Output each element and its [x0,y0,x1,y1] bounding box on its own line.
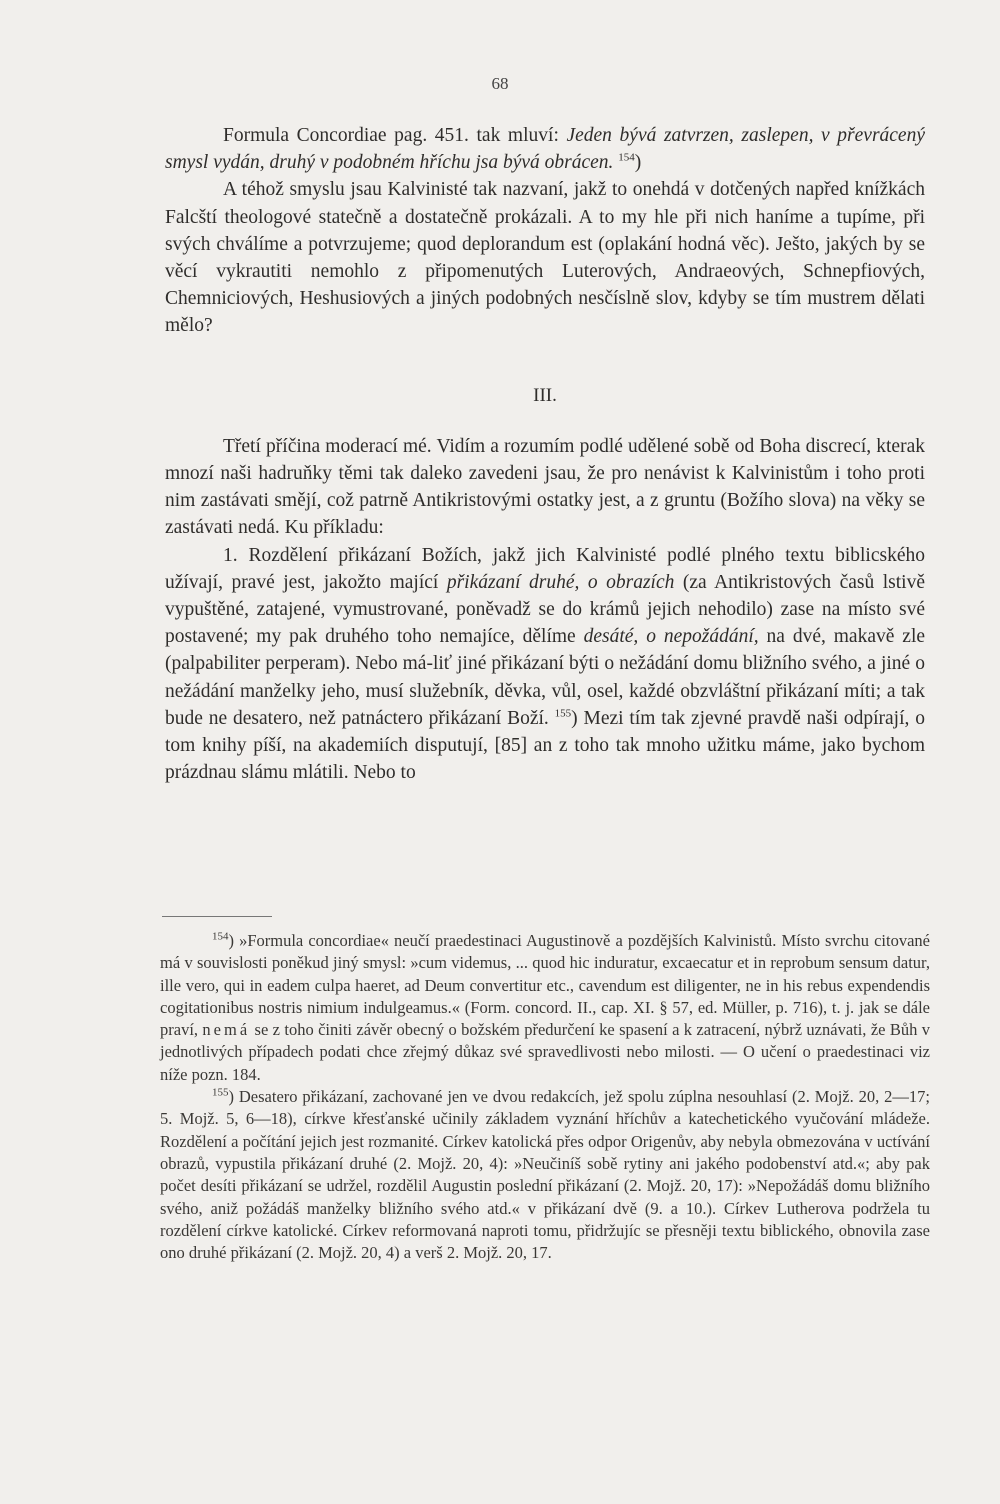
page-number: 68 [491,74,509,93]
paragraph-4-part-a: 1. Rozdělení přikázaní Božích, jakž jich Kalvinisté podlé plného textu biblicského užívají, pravé jest, jakožto mající [165,544,925,593]
paragraph-4-emphasis-2: desáté, o nepožádání, [583,626,759,648]
footnotes [160,930,930,1264]
footnote-ref-154[interactable]: 154 [618,151,635,164]
footnote-154-text-c: se z toho činiti závěr obecný o božském předurčení ke spasení a k zatracení, nýbrž uznávati, že Bůh v jednotlivých případech podati chce zřejmý důkaz své spravedlivosti nebo milosti. — O učení o praedestinaci viz níže pozn. 184. [160,1020,931,1084]
paragraph-3: Třetí příčina moderací mé. Vidím a rozumím podlé udělené sobě od Boha discrecí, kterak mnozí naši hadruňky těmi tak daleko zavedeni jsau, že pro nenávist k Kalvinistům i toho proti nim zastávati smějí, což patrně Antikristovými ostatky jest, a z gruntu (Božího slova) na věky se zastávati nedá. Ku příkladu: [165,435,925,539]
paragraph-1-lead: Formula Concordiae pag. 451. tak mluví: [223,125,567,146]
footnote-154-text-a: ) »Formula concordiae« neučí praedestinaci Augustinově a pozdějších Kalvinistů. Místo svrchu citované má v souvislosti poněkud jiný smysl: »cum videmus, ... quod hic induratur, excaecatur et in reprobum sensum datur, ille vero, qui in eadem culpa haeret, ad Deum convertitur etc., cavendum est diligenter, ne in his rebus expendendis cogitationibus nostris nimium indulgeamus.« (Form. concord. II., cap. XI. § 57, ed. Müller, p. 716), t. j. jak se dále praví, [160,931,930,1040]
main-text [165,122,925,786]
footnote-155-number: 155 [212,1086,229,1099]
footnote-155 [160,1086,930,1264]
paragraph-4-part-e: na dvé, makavě zle (palpabiliter perperam). Nebo má-liť jiné přikázaní býti o nežádání domu bližního svého, a jiné o nežádání manželky jeho, musí služebník, děvka, vůl, osel, každé obzvláštní přikázaní míti; a tak bude ne desatero, než patnáctero přikázaní Boží. [165,626,926,729]
paragraph-1-quote: Jeden bývá zatvrzen, zaslepen, v převrácený smysl vydán, druhý v podobném hříchu jsa bývá obrácen. [165,125,925,174]
footnote-155-text: ) Desatero přikázaní, zachované jen ve dvou redakcích, jež spolu zúplna nesouhlasí (2. Mojž. 20, 2—17; 5. Mojž. 5, 6—18), církve křesťanské učinily základem vyznání hříchův a katechetického vyučování mládeže. Rozdělení a počítání jejich jest rozmanité. Církev katolická přes odpor Origenův, aby nebyla obmezována v uctívání obrazů, vypustila přikázaní druhé (2. Mojž. 20, 4): »Neučiníš sobě rytiny ani jakého podobenství atd.«; aby pak počet desíti přikázaní se udržel, rozdělil Augustin poslední přikázaní (2. Mojž. 20, 17): »Nepožádáš domu bližního svého, aniž požádáš manželky bližního svého atd.« v přikázaní dvě (9. a 10.). Církev Lutherova podržela tu rozdělení církve katolické. Církev reformovaná naproti tomu, přidržujíc se přesněji textu biblického, obnovila zase ono druhé přikázaní (2. Mojž. 20, 4) a verš 2. Mojž. 20, 17. [160,1087,930,1263]
footnote-separator [162,916,272,917]
paragraph-4 [165,542,925,787]
footnote-154 [160,930,930,1086]
section-heading: III. [533,384,557,406]
paragraph-4-part-c: (za Antikristových časů lstivě vypuštěné, zatajené, vymustrované, poněvadž se do krámů jejich nehodilo) zase na místo své postavené; my pak druhého toho nemajíce, dělíme [165,571,925,648]
paragraph-1 [165,122,925,176]
paragraph-2: A téhož smyslu jsau Kalvinisté tak nazvaní, jakž to onehdá v dotčených napřed knížkách Falcští theologové statečně a dostatečně prokázali. A to my hle při nich haníme a tupíme, při svých chválíme a potvrzujeme; quod deplorandum est (oplakání hodná věc). Ješto, jakých by se věcí vykrautiti nemohlo z připomenutých Luterových, Andraeových, Schnepfiových, Chemniciových, Heshusiových a jiných podobných nesčíslně slov, kdyby se tím mustrem dělati mělo? [165,179,925,337]
footnote-154-number: 154 [212,930,229,943]
footnote-ref-155[interactable]: 155 [554,707,572,720]
paragraph-4-part-f: ) Mezi tím tak zjevné pravdě naši odpírají, o tom knihy píší, na akademiích disputují, [85] an z toho tak mnoho užitku máme, jako bychom prázdnau slámu mlátili. Nebo to [165,707,926,784]
footnote-154-spaced-word: nemá [202,1020,251,1040]
paragraph-1-tail: ) [634,152,642,174]
paragraph-4-emphasis-1: přikázaní druhé, o obrazích [446,571,675,593]
